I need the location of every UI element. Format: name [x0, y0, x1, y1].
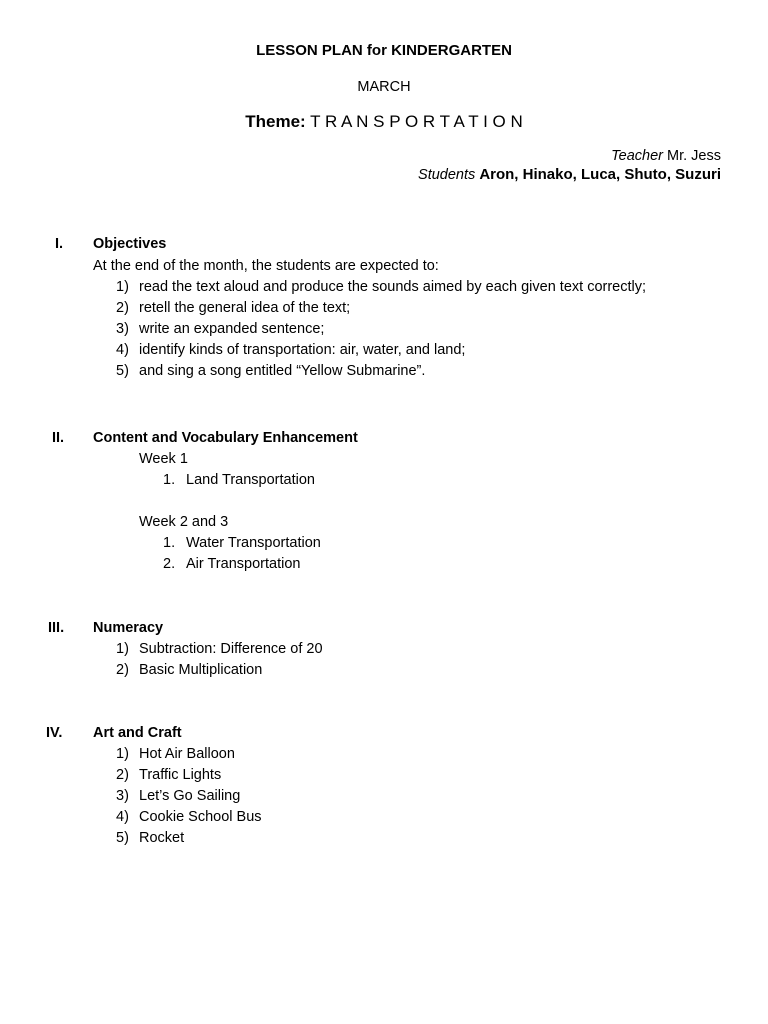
section-numeral: III. — [48, 620, 65, 636]
teacher-line — [611, 148, 721, 164]
list-item: Traffic Lights — [139, 767, 222, 783]
list-item: read the text aloud and produce the sounds aimed by each given text correctly; — [139, 279, 647, 295]
list-item-number: 2) — [116, 300, 129, 316]
list-item-number: 4) — [116, 342, 129, 358]
list-item-number: 2. — [163, 556, 176, 572]
list-item: Water Transportation — [186, 535, 321, 551]
list-item-number: 1) — [116, 746, 129, 762]
section-heading: Numeracy — [93, 620, 164, 636]
section-numeral: II. — [52, 430, 65, 446]
theme-label: Theme: — [245, 112, 306, 131]
list-item: Cookie School Bus — [139, 809, 262, 825]
list-item: Land Transportation — [186, 472, 315, 488]
theme-value: T R A N S P O R T A T I O N — [310, 112, 523, 131]
section-heading: Content and Vocabulary Enhancement — [93, 430, 358, 446]
list-item-number: 3) — [116, 321, 129, 337]
list-item: Hot Air Balloon — [139, 746, 235, 762]
list-item: retell the general idea of the text; — [139, 300, 351, 316]
list-item: Rocket — [139, 830, 185, 846]
section-numeral: I. — [55, 236, 64, 252]
students-line — [418, 166, 721, 183]
list-item-number: 1. — [163, 535, 176, 551]
section-numeral: IV. — [46, 725, 63, 741]
students-names: Aron, Hinako, Luca, Shuto, Suzuri — [479, 166, 721, 183]
list-item-number: 1. — [163, 472, 176, 488]
list-item: Basic Multiplication — [139, 662, 263, 678]
teacher-name: Mr. Jess — [667, 148, 721, 164]
list-item-number: 1) — [116, 279, 129, 295]
document-title: LESSON PLAN for KINDERGARTEN — [256, 42, 512, 59]
list-item-number: 4) — [116, 809, 129, 825]
week-label: Week 2 and 3 — [139, 514, 229, 530]
list-item-number: 2) — [116, 662, 129, 678]
list-item: Let’s Go Sailing — [139, 788, 241, 804]
list-item-number: 5) — [116, 363, 129, 379]
list-item: write an expanded sentence; — [139, 321, 325, 337]
list-item-number: 2) — [116, 767, 129, 783]
teacher-label: Teacher — [611, 148, 663, 164]
section-heading: Objectives — [93, 236, 167, 252]
list-item: Subtraction: Difference of 20 — [139, 641, 323, 657]
objectives-intro: At the end of the month, the students are expected to: — [93, 258, 439, 274]
theme-line — [0, 112, 768, 132]
week-label: Week 1 — [139, 451, 188, 467]
list-item-number: 5) — [116, 830, 129, 846]
list-item: and sing a song entitled “Yellow Submarine”. — [139, 363, 426, 379]
section-heading: Art and Craft — [93, 725, 182, 741]
students-label: Students — [418, 167, 476, 183]
month-label: MARCH — [357, 79, 411, 95]
list-item: Air Transportation — [186, 556, 301, 572]
list-item-number: 3) — [116, 788, 129, 804]
list-item: identify kinds of transportation: air, water, and land; — [139, 342, 466, 358]
list-item-number: 1) — [116, 641, 129, 657]
